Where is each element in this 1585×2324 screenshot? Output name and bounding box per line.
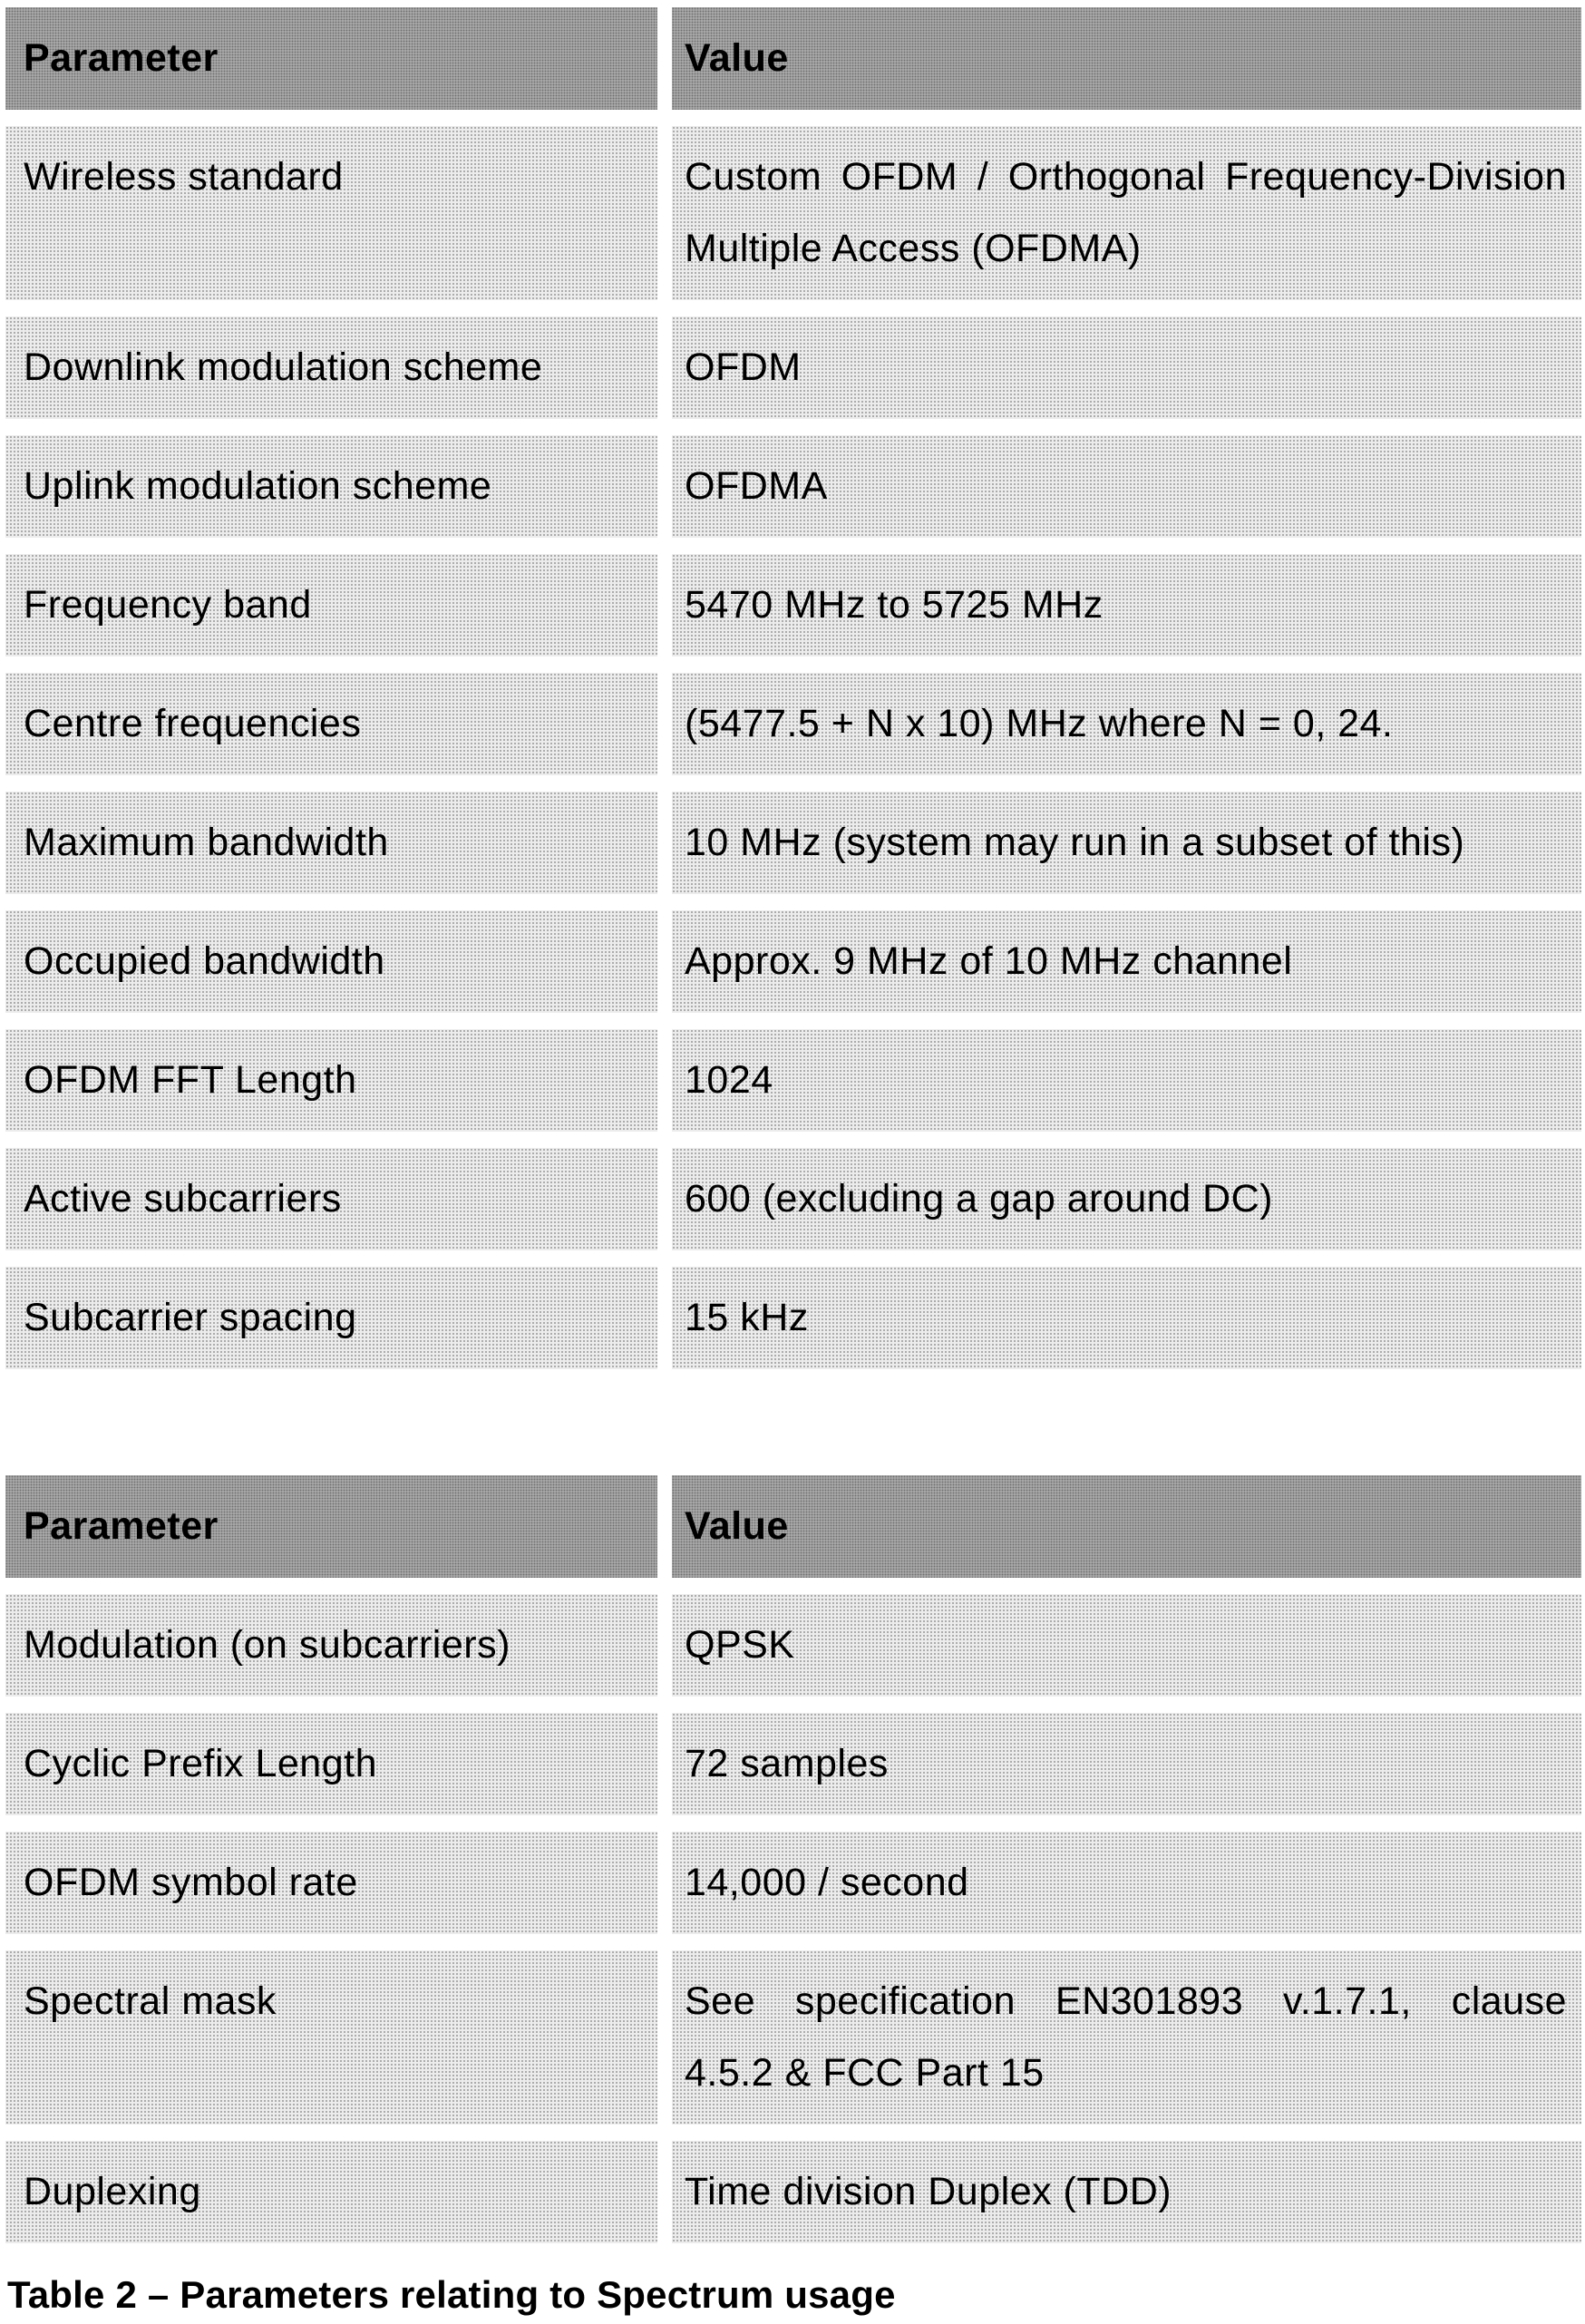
value-line: 1024 bbox=[685, 1058, 773, 1102]
parameter-cell: Centre frequencies bbox=[5, 673, 657, 775]
value-cell bbox=[672, 1267, 1581, 1369]
value-line: Time division Duplex (TDD) bbox=[685, 2170, 1172, 2213]
value-line: Multiple Access (OFDMA) bbox=[685, 227, 1142, 270]
column-header-value: Value bbox=[672, 7, 1581, 110]
parameter-cell: Occupied bandwidth bbox=[5, 910, 657, 1013]
value-cell bbox=[672, 316, 1581, 419]
parameter-cell: Downlink modulation scheme bbox=[5, 316, 657, 419]
value-cell bbox=[672, 1148, 1581, 1250]
value-line: 5470 MHz to 5725 MHz bbox=[685, 583, 1104, 627]
value-cell bbox=[672, 910, 1581, 1013]
value-line: (5477.5 + N x 10) MHz where N = 0, 24. bbox=[685, 702, 1394, 745]
parameter-cell: Maximum bandwidth bbox=[5, 792, 657, 894]
value-cell bbox=[672, 2141, 1581, 2243]
parameter-cell: Uplink modulation scheme bbox=[5, 435, 657, 538]
column-header-parameter: Parameter bbox=[5, 1475, 657, 1578]
parameter-cell: Active subcarriers bbox=[5, 1148, 657, 1250]
value-cell bbox=[672, 435, 1581, 538]
table-caption: Table 2 – Parameters relating to Spectrum usage bbox=[7, 2273, 896, 2316]
value-cell bbox=[672, 673, 1581, 775]
parameter-cell: Wireless standard bbox=[5, 126, 657, 300]
value-cell bbox=[672, 1029, 1581, 1132]
value-line: See specification EN301893 v.1.7.1, clause bbox=[685, 1979, 1567, 2023]
value-cell bbox=[672, 792, 1581, 894]
parameter-cell: Spectral mask bbox=[5, 1950, 657, 2125]
value-line: 72 samples bbox=[685, 1742, 889, 1785]
value-cell bbox=[672, 126, 1581, 300]
parameter-cell: Cyclic Prefix Length bbox=[5, 1713, 657, 1815]
value-line: 4.5.2 & FCC Part 15 bbox=[685, 2051, 1045, 2095]
parameter-cell: OFDM symbol rate bbox=[5, 1832, 657, 1934]
spectrum-usage-table-2 bbox=[5, 1475, 1581, 2243]
value-cell bbox=[672, 1594, 1581, 1697]
value-cell bbox=[672, 1713, 1581, 1815]
value-line: 10 MHz (system may run in a subset of this) bbox=[685, 821, 1465, 864]
value-cell bbox=[672, 1950, 1581, 2125]
value-line: 15 kHz bbox=[685, 1296, 809, 1339]
value-line: 600 (excluding a gap around DC) bbox=[685, 1177, 1273, 1220]
value-line: 14,000 / second bbox=[685, 1861, 969, 1904]
value-line: OFDM bbox=[685, 345, 802, 389]
column-header-value: Value bbox=[672, 1475, 1581, 1578]
value-line: Approx. 9 MHz of 10 MHz channel bbox=[685, 939, 1293, 983]
column-header-parameter: Parameter bbox=[5, 7, 657, 110]
parameter-cell: Frequency band bbox=[5, 554, 657, 656]
spectrum-usage-table-1 bbox=[5, 7, 1581, 1369]
parameter-cell: OFDM FFT Length bbox=[5, 1029, 657, 1132]
value-line: QPSK bbox=[685, 1623, 795, 1667]
value-cell bbox=[672, 1832, 1581, 1934]
parameter-cell: Duplexing bbox=[5, 2141, 657, 2243]
value-cell bbox=[672, 554, 1581, 656]
parameter-cell: Subcarrier spacing bbox=[5, 1267, 657, 1369]
parameter-cell: Modulation (on subcarriers) bbox=[5, 1594, 657, 1697]
value-line: Custom OFDM / Orthogonal Frequency-Division bbox=[685, 155, 1567, 199]
value-line: OFDMA bbox=[685, 464, 828, 508]
